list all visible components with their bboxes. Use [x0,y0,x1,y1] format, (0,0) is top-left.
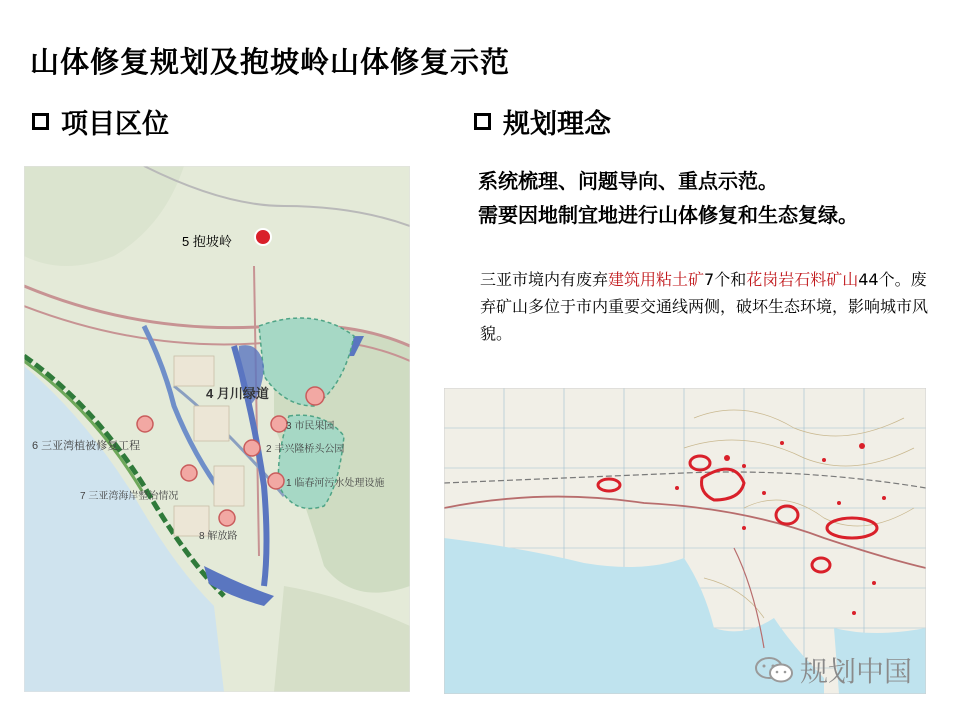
concept-text [478,164,858,232]
page-title: 山体修复规划及抱坡岭山体修复示范 [30,45,511,79]
para-text-2: 7个和 [704,270,747,289]
section-heading-concept-text: 规划理念 [503,109,611,140]
para-highlight-clay: 建筑用粘土矿 [608,270,705,289]
map-label-1: 1 临春河污水处理设施 [286,478,385,489]
site-marker-3 [271,416,287,432]
map-label-7: 7 三亚湾海岸整治情况 [80,491,179,502]
site-marker-7 [181,465,197,481]
section-heading-concept [474,102,611,141]
map-label-4: 4 月川绿道 [206,386,269,401]
mine-description [480,266,940,347]
site-marker-8 [219,510,235,526]
section-heading-location-text: 项目区位 [61,109,169,140]
map-label-8: 8 解放路 [199,531,238,542]
square-bullet-icon [32,113,49,130]
wechat-icon [754,655,794,685]
site-marker-2 [244,440,260,456]
concept-line-2: 需要因地制宜地进行山体修复和生态复绿。 [478,203,858,227]
watermark [754,650,912,690]
concept-line-1: 系统梳理、问题导向、重点示范。 [478,169,778,193]
abandoned-mines-map [444,388,926,694]
map-label-5: 5 抱坡岭 [182,234,232,249]
para-text-1: 三亚市境内有废弃 [480,270,609,289]
para-highlight-granite: 花岗岩石料矿山 [746,270,859,289]
square-bullet-icon [474,113,491,130]
site-marker-6 [137,416,153,432]
site-marker-4 [306,387,324,405]
map-label-6: 6 三亚湾植被修复工程 [32,440,141,452]
map-label-2: 2 丰兴隆桥头公园 [266,444,345,455]
para-text-3: 44个。废弃矿山多位于市内重要交通线两侧，破坏生态环境，影响城市风貌。 [480,270,929,343]
site-marker-1 [268,473,284,489]
section-heading-location [32,102,169,141]
map-label-3: 3 市民果园 [286,421,335,432]
site-marker-5 [255,229,271,245]
location-map [24,166,410,692]
watermark-text: 规划中国 [800,655,913,688]
